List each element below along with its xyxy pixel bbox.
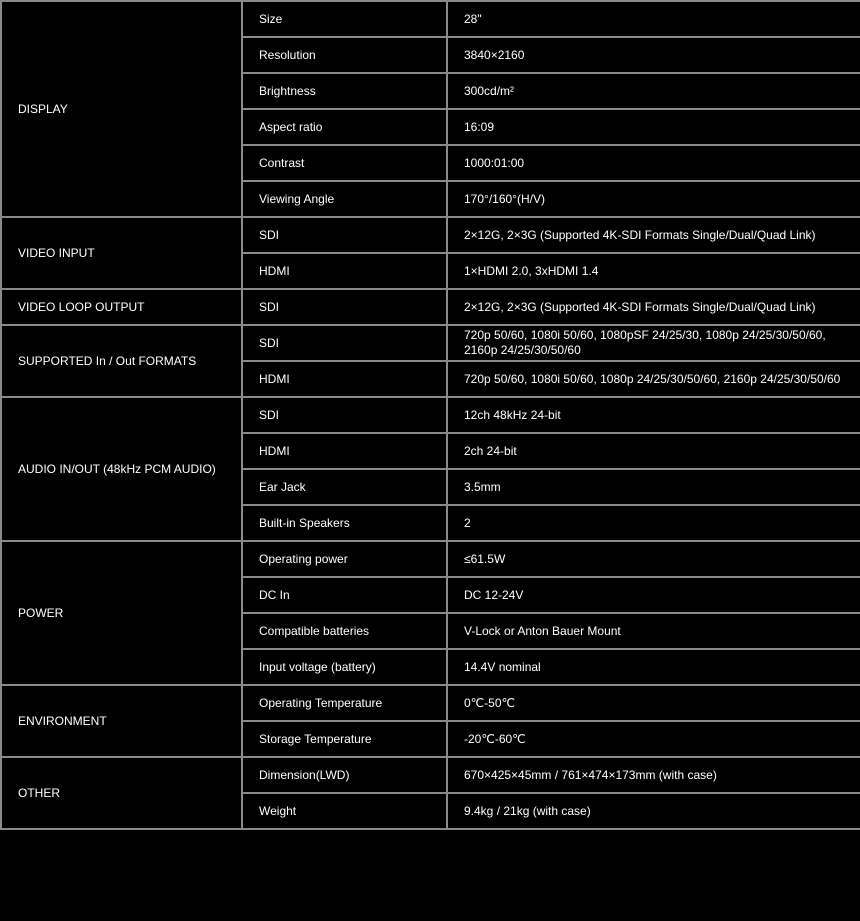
spec-value: 0℃-50℃ [447,685,860,721]
spec-label: Compatible batteries [242,613,447,649]
spec-value: 28" [447,1,860,37]
spec-label: Viewing Angle [242,181,447,217]
spec-value: 1×HDMI 2.0, 3xHDMI 1.4 [447,253,860,289]
spec-label: Ear Jack [242,469,447,505]
spec-label: Operating Temperature [242,685,447,721]
spec-value: 14.4V nominal [447,649,860,685]
category-cell: DISPLAY [1,1,242,217]
spec-value: 1000:01:00 [447,145,860,181]
category-cell: ENVIRONMENT [1,685,242,757]
spec-label: Input voltage (battery) [242,649,447,685]
table-row [1,757,860,793]
spec-label: SDI [242,289,447,325]
spec-value: 720p 50/60, 1080i 50/60, 1080pSF 24/25/30, 1080p 24/25/30/50/60, 2160p 24/25/30/50/60 [447,325,860,361]
spec-label: HDMI [242,253,447,289]
table-row [1,289,860,325]
spec-value: 2ch 24-bit [447,433,860,469]
spec-value: 300cd/m² [447,73,860,109]
table-row [1,685,860,721]
spec-value: 720p 50/60, 1080i 50/60, 1080p 24/25/30/50/60, 2160p 24/25/30/50/60 [447,361,860,397]
spec-label: SDI [242,397,447,433]
spec-label: SDI [242,325,447,361]
spec-value: 170°/160°(H/V) [447,181,860,217]
spec-value: 3.5mm [447,469,860,505]
spec-label: HDMI [242,361,447,397]
spec-label: Weight [242,793,447,829]
spec-value: 2 [447,505,860,541]
spec-value: 12ch 48kHz 24-bit [447,397,860,433]
spec-label: Storage Temperature [242,721,447,757]
spec-value: 3840×2160 [447,37,860,73]
spec-table-body [1,1,860,829]
spec-value: DC 12-24V [447,577,860,613]
spec-label: Aspect ratio [242,109,447,145]
category-cell: OTHER [1,757,242,829]
spec-value: V-Lock or Anton Bauer Mount [447,613,860,649]
spec-value: ≤61.5W [447,541,860,577]
spec-label: Dimension(LWD) [242,757,447,793]
spec-value: -20℃-60℃ [447,721,860,757]
table-row [1,325,860,361]
spec-label: Size [242,1,447,37]
category-cell: POWER [1,541,242,685]
spec-label: Brightness [242,73,447,109]
spec-value: 16:09 [447,109,860,145]
category-cell: VIDEO INPUT [1,217,242,289]
table-row [1,1,860,37]
spec-label: Contrast [242,145,447,181]
table-row [1,217,860,253]
table-row [1,541,860,577]
spec-value: 2×12G, 2×3G (Supported 4K-SDI Formats Single/Dual/Quad Link) [447,217,860,253]
spec-label: Resolution [242,37,447,73]
category-cell: VIDEO LOOP OUTPUT [1,289,242,325]
category-cell: SUPPORTED In / Out FORMATS [1,325,242,397]
spec-label: HDMI [242,433,447,469]
spec-label: DC In [242,577,447,613]
spec-value: 2×12G, 2×3G (Supported 4K-SDI Formats Single/Dual/Quad Link) [447,289,860,325]
spec-value: 670×425×45mm / 761×474×173mm (with case) [447,757,860,793]
spec-label: Operating power [242,541,447,577]
spec-label: Built-in Speakers [242,505,447,541]
spec-label: SDI [242,217,447,253]
table-row [1,397,860,433]
spec-value: 9.4kg / 21kg (with case) [447,793,860,829]
category-cell: AUDIO IN/OUT (48kHz PCM AUDIO) [1,397,242,541]
